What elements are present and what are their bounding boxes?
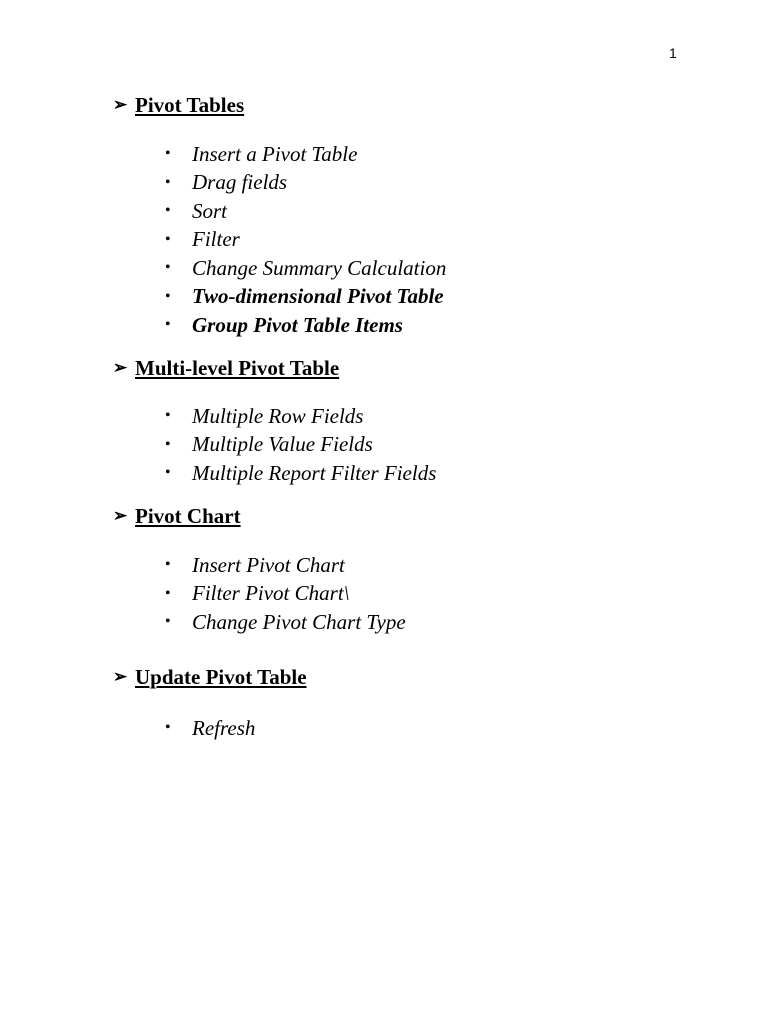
list-item (165, 608, 406, 637)
list-item-text: Multiple Row Fields (192, 403, 364, 428)
list-item (165, 431, 436, 460)
list-item (165, 459, 436, 488)
section-heading (113, 355, 436, 381)
section-pivot-tables (113, 92, 446, 340)
list-item (165, 226, 446, 255)
list-item-text: Change Summary Calculation (192, 255, 447, 280)
list-item (165, 311, 446, 340)
list-item (165, 580, 406, 609)
section-title: Multi-level Pivot Table (135, 355, 340, 380)
list-item-text: Insert Pivot Chart (192, 552, 345, 577)
section-title: Pivot Chart (135, 503, 241, 528)
page-number: 1 (669, 45, 677, 61)
bullet-icon: • (165, 145, 171, 163)
section-heading (113, 503, 406, 529)
list-item (165, 402, 436, 431)
section-update-pivot-table (113, 664, 307, 743)
list-item-text: Filter (192, 227, 240, 252)
bullet-icon: • (165, 719, 171, 737)
list-item (165, 551, 406, 580)
bullet-icon: • (165, 230, 171, 248)
section-heading (113, 664, 307, 690)
list-item-text: Multiple Report Filter Fields (192, 460, 437, 485)
list-item-text: Drag fields (192, 170, 288, 195)
list-item (165, 714, 307, 743)
bullet-icon: • (165, 259, 171, 277)
bullet-icon: • (165, 435, 171, 453)
bullet-list (113, 402, 436, 488)
bullet-icon: • (165, 464, 171, 482)
bullet-icon: • (165, 202, 171, 220)
list-item (165, 169, 446, 198)
list-item (165, 140, 446, 169)
bullet-icon: • (165, 173, 171, 191)
section-multi-level-pivot-table (113, 355, 436, 488)
arrow-bullet-icon: ➢ (113, 506, 128, 525)
arrow-bullet-icon: ➢ (113, 95, 128, 114)
list-item-text: Change Pivot Chart Type (192, 609, 406, 634)
bullet-icon: • (165, 613, 171, 631)
section-heading (113, 92, 446, 118)
list-item (165, 254, 446, 283)
list-item-text: Multiple Value Fields (192, 432, 373, 457)
list-item-text: Insert a Pivot Table (192, 141, 358, 166)
bullet-icon: • (165, 584, 171, 602)
list-item-text: Filter Pivot Chart\ (192, 581, 350, 606)
bullet-icon: • (165, 556, 171, 574)
list-item (165, 283, 446, 312)
list-item (165, 197, 446, 226)
arrow-bullet-icon: ➢ (113, 358, 128, 377)
arrow-bullet-icon: ➢ (113, 667, 128, 686)
list-item-text: Group Pivot Table Items (192, 312, 403, 337)
list-item-text: Sort (192, 198, 228, 223)
bullet-list (113, 551, 406, 637)
section-title: Pivot Tables (135, 92, 245, 117)
list-item-text: Two-dimensional Pivot Table (192, 284, 444, 309)
section-pivot-chart (113, 503, 406, 637)
bullet-list (113, 140, 446, 340)
section-title: Update Pivot Table (135, 664, 307, 689)
list-item-text: Refresh (192, 715, 256, 740)
bullet-icon: • (165, 316, 171, 334)
bullet-icon: • (165, 287, 171, 305)
bullet-icon: • (165, 407, 171, 425)
bullet-list (113, 714, 307, 743)
